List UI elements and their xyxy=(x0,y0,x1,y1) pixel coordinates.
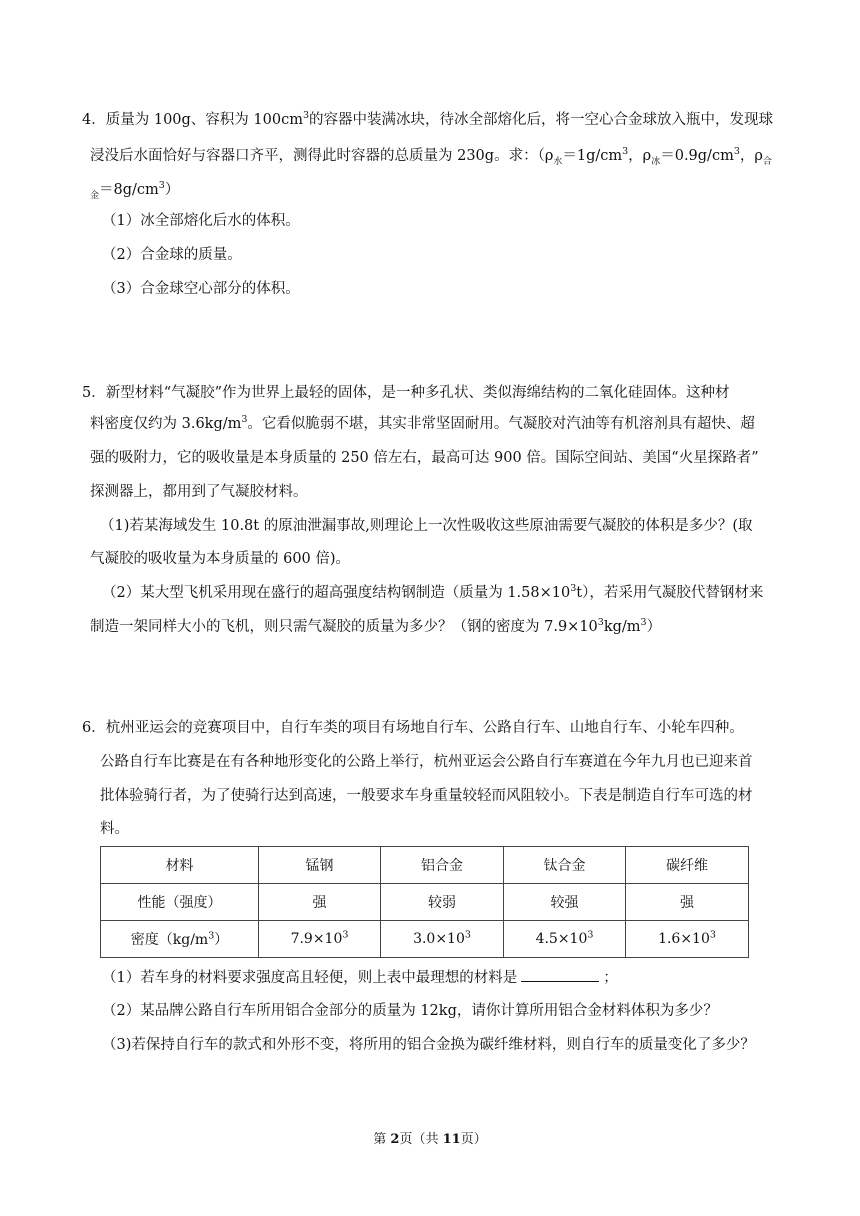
table-row-strength xyxy=(101,884,749,921)
q6-sub-2: （2）某品牌公路自行车所用铝合金部分的质量为 12kg，请你计算所用铝合金材料体积为多少？ xyxy=(102,1003,718,1019)
q5-line-4: 探测器上，都用到了气凝胶材料。 xyxy=(90,484,308,500)
table-cell: 强 xyxy=(259,884,381,921)
table-cell: 铝合金 xyxy=(381,847,504,884)
q4-sub-1: （1）冰全部熔化后水的体积。 xyxy=(102,213,300,229)
q4-line-2: 浸没后水面恰好与容器口齐平，测得此时容器的总质量为 230g。求：（$\rho_水=1g/cm^3$，$\rho_冰=0.9g/cm^3$，$\rho_合$ xyxy=(90,146,772,167)
q6-line-3: 批体验骑行者，为了使骑行达到高速，一般要求车身重量较轻而风阻较小。下表是制造自行车可选的材 xyxy=(100,788,753,804)
table-cell: 密度$(kg/m^3)$ xyxy=(101,921,259,958)
q4-line-3: $_金=8g/cm^3$） xyxy=(90,180,180,201)
q6-line-2: 公路自行车比赛是在有各种地形变化的公路上举行，杭州亚运会公路自行车赛道在今年九月也已迎来首 xyxy=(100,754,753,770)
q4-line-1: 4．质量为 100g、容积为 $100cm^3$的容器中装满冰块，待冰全部熔化后，将一空心合金球放入瓶中，发现球 xyxy=(82,110,774,128)
q5-line-2: 料密度仅约为 $3.6kg/m^3$。它看似脆弱不堪，其实非常坚固耐用。气凝胶对汽油等有机溶剂具有超快、超 xyxy=(90,414,755,432)
table-cell: 较强 xyxy=(504,884,626,921)
table-cell: 材料 xyxy=(101,847,259,884)
table-cell: 较弱 xyxy=(381,884,504,921)
table-cell: $3.0\times 10^3$ xyxy=(381,921,504,958)
q5-sub-2-line-2: 制造一架同样大小的飞机，则只需气凝胶的质量为多少？（钢的密度为 $7.9\times 10^3kg/m^3$） xyxy=(90,617,662,635)
q6-line-4: 料。 xyxy=(100,821,129,837)
page-number: 2 xyxy=(390,1132,400,1147)
table-cell: 强 xyxy=(626,884,749,921)
table-cell: 钛合金 xyxy=(504,847,626,884)
answer-blank[interactable] xyxy=(521,967,599,982)
table-cell: $1.6\times 10^3$ xyxy=(626,921,749,958)
q6-number: 6． xyxy=(82,720,106,736)
q4-sub-2: （2）合金球的质量。 xyxy=(102,247,242,263)
table-cell: $7.9\times 10^3$ xyxy=(259,921,381,958)
table-header-row xyxy=(101,847,749,884)
page-total: 11 xyxy=(442,1132,461,1147)
q5-line-1: 5．新型材料“气凝胶”作为世界上最轻的固体，是一种多孔状、类似海绵结构的二氧化硅固体。这种材 xyxy=(82,385,730,401)
q4-number: 4． xyxy=(82,112,106,128)
q6-line-1: 6．杭州亚运会的竞赛项目中，自行车类的项目有场地自行车、公路自行车、山地自行车、小轮车四种。 xyxy=(82,720,744,736)
q6-sub-1: （1）若车身的材料要求强度高且轻便，则上表中最理想的材料是 ； xyxy=(102,967,618,988)
q5-sub-2-line-1: （2）某大型飞机采用现在盛行的超高强度结构钢制造（质量为 $1.58\times 10^3t$），若采用气凝胶代替钢材来 xyxy=(102,583,764,601)
table-cell: 锰钢 xyxy=(259,847,381,884)
table-row-density xyxy=(101,921,749,958)
q5-sub-1-line-2: 气凝胶的吸收量为本身质量的 600 倍)。 xyxy=(90,551,351,567)
page-footer: 第 2页（共 11页） xyxy=(373,1132,487,1147)
q6-sub-3: （3)若保持自行车的款式和外形不变，将所用的铝合金换为碳纤维材料，则自行车的质量变化了多少？ xyxy=(102,1037,755,1053)
table-cell: 碳纤维 xyxy=(626,847,749,884)
q4-sub-3: （3）合金球空心部分的体积。 xyxy=(102,281,300,297)
table-cell: 性能（强度） xyxy=(101,884,259,921)
table-cell: $4.5\times 10^3$ xyxy=(504,921,626,958)
q5-sub-1-line-1: （1)若某海域发生 10.8t 的原油泄漏事故,则理论上一次性吸收这些原油需要气凝胶的体积是多少？(取 xyxy=(100,518,753,534)
materials-table xyxy=(100,846,749,958)
q5-line-3: 强的吸附力，它的吸收量是本身质量的 250 倍左右，最高可达 900 倍。国际空间站、美国“火星探路者” xyxy=(90,450,759,466)
q5-number: 5． xyxy=(82,385,106,401)
